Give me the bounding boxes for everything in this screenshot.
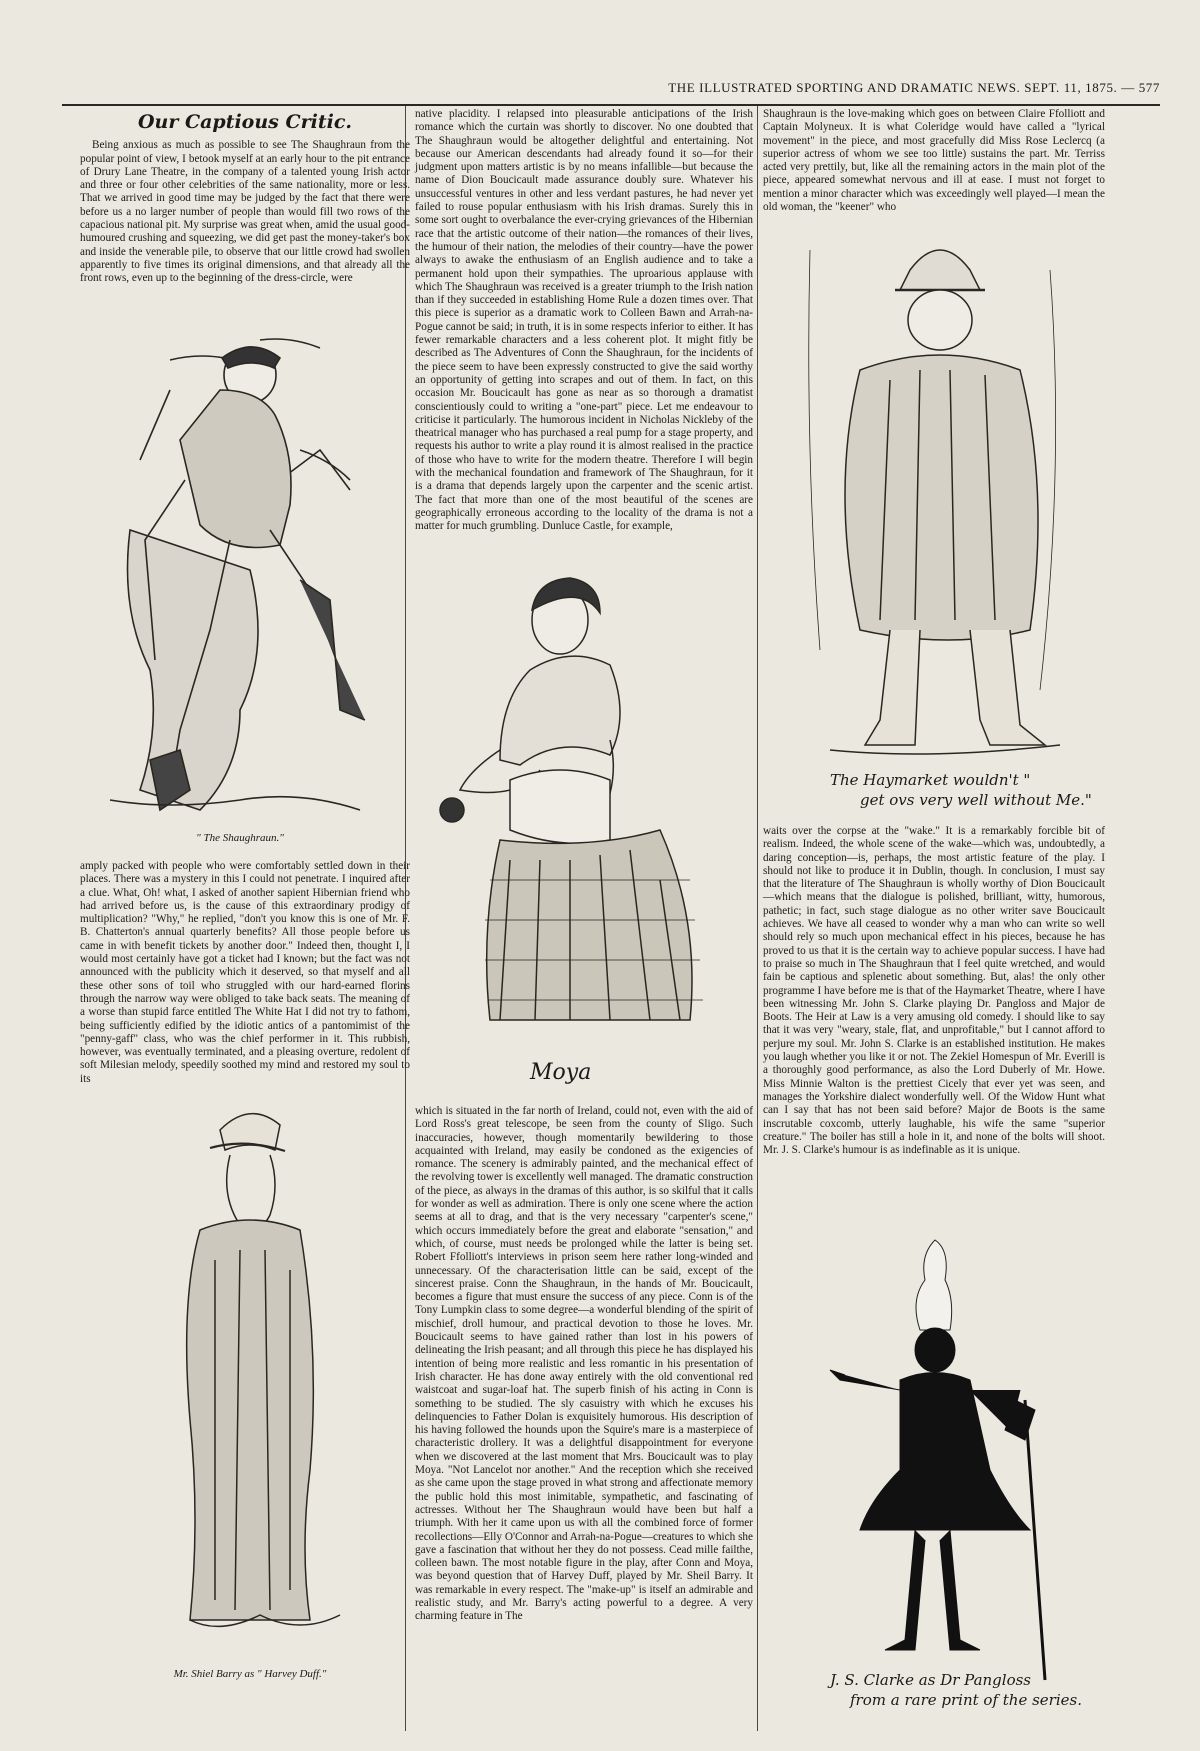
- clarke-handwriting: [830, 1670, 1150, 1710]
- col3-top-text: Shaughraun is the love-making which goes on between Claire Ffolliott and Captain Molyneux. It is what Coleridge would have called a "lyrical movement" in the piece, and most gracefully did Miss Rose Leclercq (a superior actress of whom we see too little) sustains the part. Mr. Terriss acted very prettily, but, like all the remaining actors in the main plot of the piece, appeared somewhat nervous and ill at ease. I must not forget to mention a minor character which was exceedingly well played—I mean the old woman, the "keener" who: [763, 108, 1105, 214]
- caption-harvey-duff: Mr. Shiel Barry as " Harvey Duff.": [173, 1668, 327, 1680]
- moya-signature: Moya: [530, 1060, 592, 1085]
- article-title: Our Captious Critic.: [137, 111, 353, 133]
- col2-top-text: native placidity. I relapsed into pleasurable anticipations of the Irish romance which the curtain was shortly to discover. No one doubted that The Shaughraun would be altogether delightful and entertaining. Not because our American descendants had already found it so—for their judgment upon matters artistic is by no means infallible—but because the name of Dion Boucicault made assurance doubly sure. Whatever his unsuccessful ventures in other and less verdant pastures, he had never yet failed to rouse popular enthusiasm with his Irish dramas. Surely this in some sort ought to overbalance the ever-crying grievances of the Hibernian race that the artistic outcome of their nation—the romances of their lives, the humour of their nation, the melodies of their country—have the power always to awake the enthusiasm of an English audience and to take a permanent hold upon their sympathies. The uproarious applause with which The Shaughraun was received is a greater triumph to the Irish nation than if they succeeded in establishing Home Rule a dozen times over. That this piece is superior as a dramatic work to Colleen Bawn and Arrah-na-Pogue cannot be said; in truth, it is in some respects inferior to either. It has fewer remarkable characters and a less coherent plot. It might fitly be described as The Adventures of Conn the Shaughraun, for the incidents of the piece seem to have been expressly constructed to give the said worthy an opportunity of getting into scrapes and out of them. In fact, on this occasion Mr. Boucicault has gone as near as so thorough a dramatist conscientiously could to writing a "one-part" piece. Let me endeavour to criticise it particularly. The humorous incident in Nicholas Nickleby of the theatrical manager who has purchased a real pump for a stage property, and requests his author to write a play round it is almost realised in the practice of those who have to write for the modern theatre. Therefore I will begin with the mechanical foundation and framework of The Shaughraun, for it is a drama that depends largely upon the carpenter and the scenic artist. The fact that more than one of the most beautiful of the scenes are geographically erroneous according to the locality of the drama is not a matter for much grumbling. Dunluce Castle, for example,: [415, 108, 753, 533]
- clarke-line-2: from a rare print of the series.: [850, 1691, 1082, 1709]
- col1-top-text: Being anxious as much as possible to see The Shaughraun from the popular point of view, I betook myself at an early hour to the pit entrance of Drury Lane Theatre, in the company of a talented young Irish actor and three or four other celebrities of the same nationality, more or less. That we arrived in good time may be judged by the fact that there were before us a no larger number of people than would fill two rows of the capacious national pit. My surprise was great when, amid the usual good-humoured crushing and squeezing, we did get past the money-taker's box and inside the venerable pile, to observe that our little crowd had swollen apparently to five times its original dimensions, and that already all the front rows, even up to the beginning of the dress-circle, were: [80, 139, 410, 285]
- pangloss-silhouette: [820, 1240, 1070, 1660]
- haymarket-handwriting: [830, 770, 1130, 810]
- shaughraun-illustration: [110, 330, 370, 830]
- haymarket-line-2: get ovs very well without Me.": [860, 791, 1092, 809]
- col3-mid-text: waits over the corpse at the "wake." It is a remarkably forcible bit of realism. Indeed, the whole scene of the wake—which was, undoubtedly, a daring conception—is, perhaps, the most artistic feature of the play. I should not like to produce it in Dublin, though. In conclusion, I must say that the literature of The Shaughraun is wholly worthy of Dion Boucicault—which means that the dialogue is polished, brilliant, witty, humorous, pathetic; in fact, such stage dialogue as no other writer save Boucicault achieves. We have all ceased to wonder why a man who can write so well should rely so much upon mechanical effect in his pieces, because he has proved to us that it is the certain way to achieve popular success. I have had to praise so much in The Shaughraun that I feel quite wretched, and would fain be captious and splenetic about something. But, alas! the only other programme I have before me is that of the Haymarket Theatre, where I have been witnessing Mr. John S. Clarke playing Dr. Pangloss and Major de Boots. The Heir at Law is a very amusing old comedy. I should like to say that it was very "weary, stale, flat, and unprofitable," but I cannot afford to perjure my soul. Mr. John S. Clarke is an established institution. He makes you laugh whether you like it or not. The Zekiel Homespun of Mr. Everill is a thoroughly good performance, as also the Lord Duberly of Mr. Howe. Miss Minnie Walton is the prettiest Cicely that ever yet was seen, and manages the Yorkshire dialect wonderfully well. Of the Widow Hunt what can I say that has not been said before? Major de Boots is the same inscrutable coxcomb, utterly laughable, his wife the same "superior creature." The boiler has still a hole in it, and none of the bolts will shoot. Mr. J. S. Clarke's humour is as indefinable as it is unique.: [763, 825, 1105, 1157]
- caption-shaughraun: " The Shaughraun.": [196, 832, 284, 844]
- masthead: THE ILLUSTRATED SPORTING AND DRAMATIC NEWS. SEPT. 11, 1875. — 577: [668, 80, 1160, 95]
- haymarket-line-1: The Haymarket wouldn't ": [830, 771, 1031, 789]
- col1-mid-text: amply packed with people who were comfortably settled down in their places. There was a mystery in this I could not penetrate. I inquired after a clue. What, Oh! what, I asked of another sapient Hibernian friend who had arrived before us, is the cause of this extraordinary prodigy of multiplication? "Why," he replied, "don't you know this is one of Mr. F. B. Chatterton's annual quarterly benefits? All those people before us came in with benefit tickets by another door." Indeed then, thought I, I would most certainly have got a ticket had I known; but the fact was not announced with the publicity which it deserved, so that myself and all these other sons of toil who struggled with our hard-earned florins through the narrow way were obliged to take back seats. The meaning of a worse than stupid farce entitled The White Hat I did not try to fathom, being sufficiently edified by the idiotic antics of a pantomimist of the "penny-gaff" class, who was the chief performer in it. This rubbish, however, was eventually terminated, and a pleasing overture, redolent of soft Milesian melody, speedily soothed my mind and restored my soul to its: [80, 860, 410, 1085]
- clarke-line-1: J. S. Clarke as Dr Pangloss: [830, 1671, 1032, 1689]
- column-rule-2: [757, 106, 758, 1731]
- haymarket-illustration: [800, 210, 1080, 770]
- harvey-duff-illustration: [160, 1100, 340, 1660]
- column-1: [80, 106, 410, 309]
- moya-illustration: [430, 580, 730, 1040]
- col2-bottom-text: which is situated in the far north of Ireland, could not, even with the aid of Lord Ross's great telescope, be seen from the county of Sligo. Such inaccuracies, however, though momentarily bewildering to those acquainted with Ireland, may easily be condoned as the exigencies of romance. The scenery is admirably painted, and the mechanical effect of the revolving tower is excellently well managed. The dramatic construction of the piece, as always in the dramas of this author, is so skilful that it calls for wonder as well as admiration. There is only one scene where the action seems at all to drag, and that is the very necessary "carpenter's scene," which occurs immediately before the great and elaborate "sensation," and which, of course, must needs be prolonged while the latter is being set. Robert Ffolliott's interviews in prison seem here rather long-winded and unnecessary. Of the characterisation little can be said, except of the sincerest praise. Conn the Shaughraun, in the hands of Mr. Boucicault, becomes a figure that must ensure the success of any piece. Conn is of the Tony Lumpkin class to some degree—a wonderful blending of the spirit of mischief, droll humour, and practical devotion to those he loves. Mr. Boucicault seems to have gained rather than lost in his powers of delineating the Irish peasant; and all through this piece he has displayed his intention of being more realistic and less romantic in his presentation of Irish character. He has done away entirely with the old conventional red waistcoat and sugar-loaf hat. The superb finish of his acting in Conn is something to be studied. The sly casuistry with which he excuses his delinquencies to Father Dolan is exquisitely humorous. His description of his having followed the hounds upon the Squire's mare is a masterpiece of characteristic drollery. It was a delightful disappointment for everyone when we discovered at the last moment that Mrs. Boucicault was to play Moya. "Not Lancelot nor another." And the reception which she received as she came upon the stage proved in what strong and affectionate memory the public hold this most inimitable, sympathetic, and fascinating of actresses. Without her The Shaughraun would have been but half a triumph. With her it came upon us with all the combined force of former recollections—Elly O'Connor and Arrah-na-Pogue—creatures to which she gave a fascination that without her they do not possess. Cead mille failthe, colleen bawn. The most notable figure in the play, after Conn and Moya, was beyond question that of Harvey Duff, played by Mr. Sheil Barry. It was remarkable in every respect. The "make-up" is itself an admirable and realistic study, and Mr. Barry's acting powerful to a degree. A very charming feature in The: [415, 1105, 753, 1623]
